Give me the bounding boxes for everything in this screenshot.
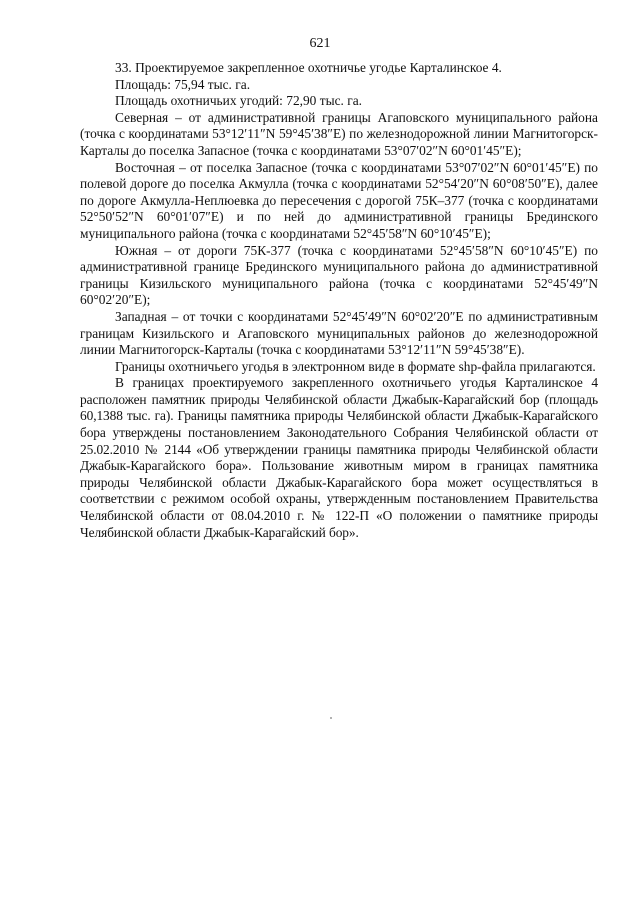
west-boundary-paragraph: Западная – от точки с координатами 52°45′49″N 60°02′20″E по административным границам Кизильского и Агаповского муниципальных районов до железнодорожной линии Магнитогорск-Карталы (точка с координатами 53°12′11″N 59°45′38″E).: [80, 308, 598, 358]
page-number: 621: [309, 36, 331, 51]
document-body: [80, 60, 598, 541]
north-boundary-paragraph: Северная – от административной границы Агаповского муниципального района (точка с координатами 53°12′11″N 59°45′38″E) по железнодорожной линии Магнитогорск-Карталы до поселка Запасное (точка с координатами 53°07′02″N 60°01′45″E);: [80, 109, 598, 158]
south-boundary-paragraph: Южная – от дороги 75К-377 (точка с координатами 52°45′58″N 60°10′45″E) по административной границе Брединского муниципального района до административной границы Кизильского муниципального района (точка с координатами 52°45′49″N 60°02′20″E);: [80, 242, 598, 308]
nature-monument-paragraph: В границах проектируемого закрепленного охотничьего угодья Карталинское 4 расположен памятник природы Челябинской области Джабык-Карагайский бор (площадь 60,1388 тыс. га). Границы памятника природы Челябинской области Джабык-Карагайского бора утверждены постановлением Законодательного Собрания Челябинской области от 25.02.2010 № 2144 «Об утверждении границы памятника природы Челябинской области Джабык-Карагайского бора». Пользование животным миром в границах памятника природы Челябинской области Джабык-Карагайского бора может осуществляться в соответствии с режимом особой охраны, утвержденным постановлением Правительства Челябинской области от 08.04.2010 г. № 122-П «О положении о памятнике природы Челябинской области Джабык-Карагайский бор».: [80, 375, 598, 540]
area-hunting: Площадь охотничьих угодий: 72,90 тыс. га.: [115, 93, 362, 109]
area-total: Площадь: 75,94 тыс. га.: [115, 76, 251, 92]
scan-artifact-dot: [330, 717, 332, 719]
shp-file-paragraph: Границы охотничьего угодья в электронном виде в формате shp-файла прилагаются.: [115, 358, 596, 374]
east-boundary-paragraph: Восточная – от поселка Запасное (точка с координатами 53°07′02″N 60°01′45″E) по полевой дороге до поселка Акмулла (точка с координатами 52°54′20″N 60°08′50″E), далее по дороге Акмулла-Неплюевка до пересечения с дорогой 75К–377 (точка с координатами 52°50′52″N 60°01′07″E) и по ней до административной границы Брединского муниципального района (точка с координатами 52°45′58″N 60°10′45″E);: [80, 159, 598, 241]
section-heading: 33. Проектируемое закрепленное охотничье угодье Карталинское 4.: [115, 60, 502, 75]
